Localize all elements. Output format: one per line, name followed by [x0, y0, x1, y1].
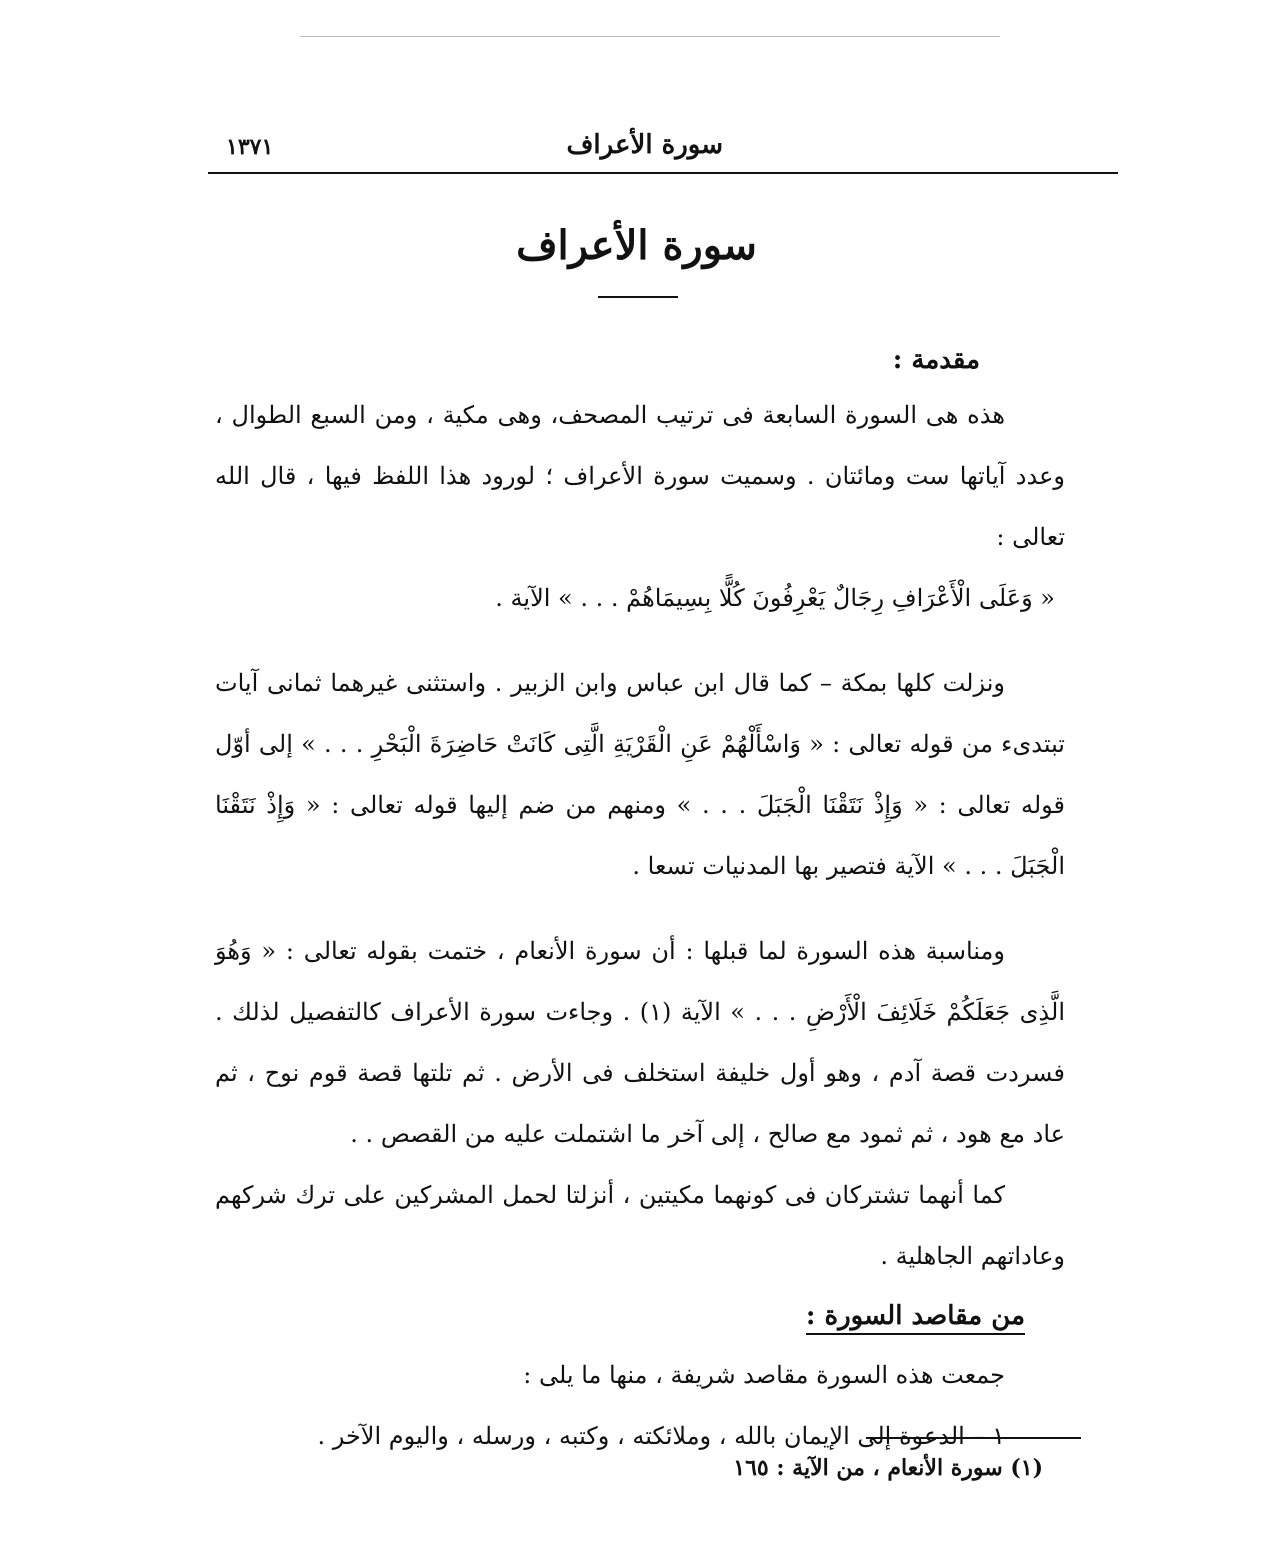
intro-paragraph-3: ومناسبة هذه السورة لما قبلها : أن سورة الأنعام ، ختمت بقوله تعالى : « وَهُوَ الَّذِى جَعَلَكُمْ خَلَائِفَ الْأَرْضِ . . . » الآية (١) . وجاءت سورة الأعراف كالتفصيل لذلك . فسردت قصة آدم ، وهو أول خليفة استخلف فى الأرض . ثم تلتها قصة قوم نوح ، ثم عاد مع هود ، ثم ثمود مع صالح ، إلى آخر ما اشتملت عليه من القصص . .: [215, 937, 1065, 1148]
aims-heading-text: من مقاصد السورة :: [806, 1301, 1025, 1335]
intro-paragraph-4: كما أنهما تشتركان فى كونهما مكيتين ، أنزلتا لحمل المشركين على ترك شركهم وعاداتهم الجاهلية .: [215, 1181, 1065, 1270]
header-rule: [208, 172, 1118, 174]
scan-edge-line: [300, 36, 1000, 37]
footnote: (١) سورة الأنعام ، من الآية : ١٦٥: [733, 1455, 1043, 1481]
surah-title: سورة الأعراف: [516, 222, 757, 269]
title-rule: [598, 296, 678, 298]
footnote-rule: [866, 1437, 1081, 1439]
intro-paragraph-2: ونزلت كلها بمكة – كما قال ابن عباس وابن الزبير . واستثنى غيرهما ثمانى آيات تبتدىء من قوله تعالى : « وَاسْأَلْهُمْ عَنِ الْقَرْيَةِ الَّتِى كَانَتْ حَاضِرَةَ الْبَحْرِ . . . » إلى أوّل قوله تعالى : « وَإِذْ نَتَقْنَا الْجَبَلَ . . . » ومنهم من ضم إليها قوله تعالى : « وَإِذْ نَتَقْنَا الْجَبَلَ . . . » الآية فتصير بها المدنيات تسعا .: [215, 669, 1065, 880]
aims-heading: [215, 1287, 1065, 1345]
intro-paragraph-1: هذه هى السورة السابعة فى ترتيب المصحف، وهى مكية ، ومن السبع الطوال ، وعدد آياتها ست ومائتان . وسميت سورة الأعراف ؛ لورود هذا اللفظ فيها ، قال الله تعالى :: [215, 401, 1065, 551]
running-header: [208, 118, 1118, 174]
aims-intro: جمعت هذه السورة مقاصد شريفة ، منها ما يلى :: [523, 1361, 1005, 1389]
aims-item-1: ١ – الدعوة إلى الإيمان بالله ، وملائكته ، وكتبه ، ورسله ، واليوم الآخر .: [317, 1422, 1005, 1450]
verse-quote: « وَعَلَى الْأَعْرَافِ رِجَالٌ يَعْرِفُونَ كُلًّا بِسِيمَاهُمْ . . . » الآية .: [495, 584, 1055, 612]
page-number: ١٣٧١: [226, 134, 274, 160]
page-body: [215, 335, 1065, 1467]
running-header-title: سورة الأعراف: [566, 130, 723, 160]
intro-heading: مقدمة :: [892, 345, 980, 375]
